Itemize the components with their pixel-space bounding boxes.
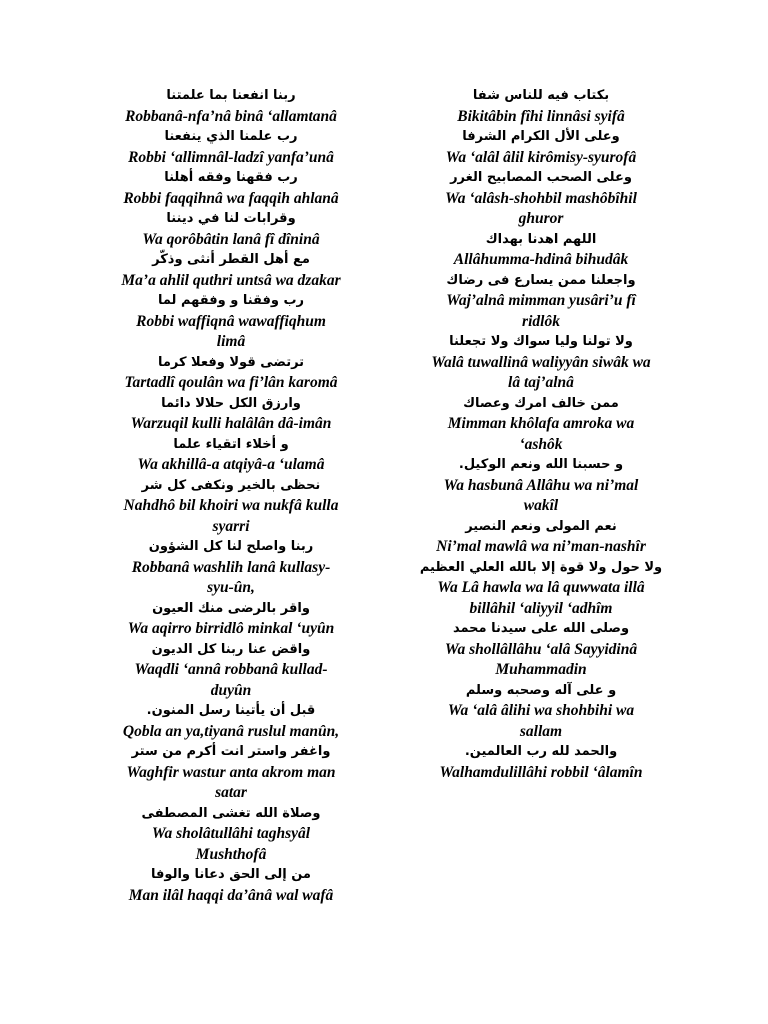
arabic-verse-line: ولا تولنا وليا سواك ولا تجعلنا <box>449 334 633 349</box>
arabic-verse-line: رب علمنا الذي ينفعنا <box>164 129 298 144</box>
arabic-verse-line: واجعلنا ممن يسارع فى رضاك <box>446 272 636 288</box>
transliteration-line: Wa sholâtullâhi taghsyâl <box>151 825 311 842</box>
transliteration-line: Robbanâ-nfa’nâ binâ ‘allamtanâ <box>125 107 337 125</box>
transliteration-line: Warzuqil kulli halâlân dâ-imân <box>130 415 332 432</box>
arabic-verse-line: وعلى الصحب المصابيح الغرر <box>450 170 632 185</box>
transliteration-line: Robbi waffiqnâ wawaffiqhum <box>136 312 326 330</box>
arabic-verse-line: وارزق الكل حلالا دائما <box>161 395 301 411</box>
arabic-verse-line: رب فقهنا وفقه أهلنا <box>164 170 298 185</box>
arabic-verse-line: ممن خالف امرك وعصاك <box>463 395 619 411</box>
transliteration-line: Wa ‘alâ âlihi wa shohbihi wa <box>447 702 635 719</box>
transliteration-line: Mimman khôlafa amroka wa <box>447 415 635 432</box>
arabic-verse-line: ولا حول ولا قوة إلا بالله العلي العظيم <box>419 559 663 575</box>
right-column <box>404 86 678 783</box>
arabic-verse-line: رب وفقنا و وفقهم لما <box>157 293 305 308</box>
transliteration-line: Ni’mal mawlâ wa ni’man-nashîr <box>436 538 646 555</box>
transliteration-line: Wa ‘alâsh-shohbil mashôbîhil <box>445 189 637 207</box>
arabic-verse-line: واقض عنا ربنا كل الديون <box>151 641 311 657</box>
arabic-verse-line: و حسبنا الله ونعم الوكيل. <box>458 457 624 472</box>
arabic-verse-line: وقرابات لنا في ديننا <box>166 211 296 226</box>
arabic-verse-line: ترتضى قولا وفعلا كرما <box>157 354 305 370</box>
arabic-verse-line: ربنا انفعنا بما علمتنا <box>166 88 296 103</box>
arabic-verse-line: اللهم اهدنا بهداك <box>485 231 597 247</box>
transliteration-line: Robbi ‘allimnâl-ladzî yanfa’unâ <box>128 148 334 166</box>
transliteration-line: Waj’alnâ mimman yusâri’u fî <box>446 292 636 309</box>
transliteration-line: Qobla an ya,tiyanâ ruslul manûn, <box>122 722 340 740</box>
arabic-verse-line: واغفر واستر انت أكرم من ستر <box>131 744 331 759</box>
transliteration-line: Wa ‘alâl âlil kirômisy-syurofâ <box>445 148 637 166</box>
transliteration-line: Muhammadin <box>495 661 587 678</box>
transliteration-line: Robbanâ washlih lanâ kullasy- <box>131 558 331 576</box>
arabic-verse-line: من إلى الحق دعانا والوفا <box>151 867 311 882</box>
transliteration-line: lâ taj’alnâ <box>508 374 574 391</box>
transliteration-line: Walâ tuwallinâ waliyyân siwâk wa <box>431 353 651 371</box>
transliteration-line: Nahdhô bil khoiri wa nukfâ kulla <box>123 497 339 514</box>
transliteration-line: duyûn <box>210 681 252 699</box>
transliteration-line: Man ilâl haqqi da’ânâ wal wafâ <box>128 886 334 904</box>
transliteration-line: Wa qorôbâtin lanâ fî dîninâ <box>142 230 320 248</box>
transliteration-line: Bikitâbin fîhi linnâsi syifâ <box>457 107 625 125</box>
transliteration-line: syu-ûn, <box>207 579 255 596</box>
transliteration-line: wakîl <box>523 497 559 514</box>
arabic-verse-line: مع أهل القطر أنثى وذكّر <box>152 252 310 267</box>
arabic-verse-line: وصلى الله على سيدنا محمد <box>452 621 630 636</box>
transliteration-line: Wa hasbunâ Allâhu wa ni’mal <box>443 476 639 494</box>
transliteration-line: Wa Lâ hawla wa lâ quwwata illâ <box>437 579 645 596</box>
transliteration-line: Ma’a ahlil quthri untsâ wa dzakar <box>121 271 341 289</box>
arabic-verse-line: نحظى بالخير ونكفى كل شر <box>141 477 321 493</box>
transliteration-line: Tartadlî qoulân wa fi’lân karomâ <box>124 374 338 391</box>
arabic-verse-line: و أخلاء اتقياء علما <box>173 436 289 452</box>
arabic-verse-line: بكتاب فيه للناس شفا <box>472 88 610 103</box>
transliteration-line: Mushthofâ <box>195 845 267 863</box>
transliteration-line: Waghfir wastur anta akrom man <box>126 763 336 781</box>
arabic-verse-line: قبل أن يأتينا رسل المنون. <box>146 703 316 718</box>
transliteration-line: Waqdli ‘annâ robbanâ kullad- <box>134 661 328 678</box>
arabic-verse-line: و على آله وصحبه وسلم <box>465 682 617 698</box>
transliteration-line: Wa aqirro birridlô minkal ‘uyûn <box>127 620 335 637</box>
arabic-verse-line: والحمد لله رب العالمين. <box>464 744 618 759</box>
arabic-verse-line: نعم المولى ونعم النصير <box>465 518 617 534</box>
transliteration-line: ridlôk <box>522 312 560 330</box>
transliteration-line: sallam <box>519 722 563 740</box>
arabic-verse-line: وعلى الأل الكرام الشرفا <box>462 129 620 144</box>
transliteration-line: syarri <box>212 517 250 535</box>
transliteration-line: Walhamdulillâhi robbil ‘âlamîn <box>439 763 643 781</box>
transliteration-line: Allâhumma-hdinâ bihudâk <box>453 251 629 268</box>
transliteration-line: limâ <box>216 333 246 350</box>
left-column <box>96 86 366 906</box>
arabic-verse-line: ربنا واصلح لنا كل الشؤون <box>148 539 314 554</box>
transliteration-line: ‘ashôk <box>519 435 563 453</box>
transliteration-line: Robbi faqqihnâ wa faqqih ahlanâ <box>123 189 339 207</box>
arabic-verse-line: واقر بالرضى منك العيون <box>152 600 310 616</box>
transliteration-line: ghuror <box>518 210 564 227</box>
transliteration-line: Wa akhillâ-a atqiyâ-a ‘ulamâ <box>137 456 325 473</box>
transliteration-line: satar <box>215 784 247 801</box>
transliteration-line: Wa shollâllâhu ‘alâ Sayyidinâ <box>444 640 638 658</box>
transliteration-line: billâhil ‘aliyyil ‘adhîm <box>469 599 613 617</box>
arabic-verse-line: وصلاة الله تغشى المصطفى <box>141 805 321 821</box>
